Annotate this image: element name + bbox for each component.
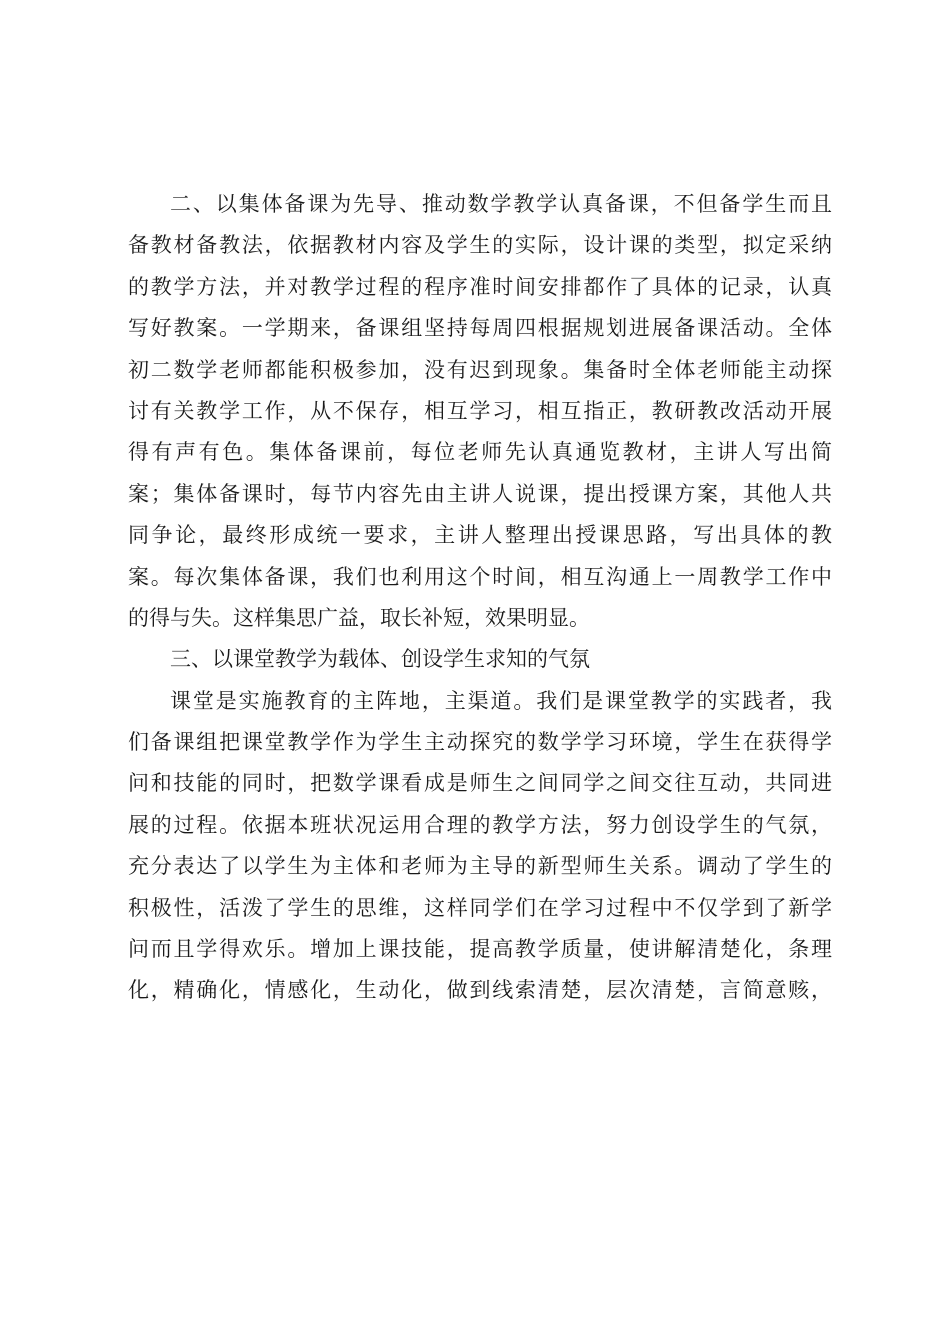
paragraph-line: 化，精确化，情感化，生动化，做到线索清楚，层次清楚，言简意赅， — [128, 978, 832, 1003]
paragraph-line: 问而且学得欢乐。增加上课技能，提高教学质量，使讲解清楚化，条理 — [128, 937, 832, 962]
paragraph-line: 积极性，活泼了学生的思维，这样同学们在学习过程中不仅学到了新学 — [128, 895, 832, 920]
paragraph-line: 写好教案。一学期来，备课组坚持每周四根据规划进展备课活动。全体 — [128, 316, 832, 341]
paragraph-line: 同争论，最终形成统一要求，主讲人整理出授课思路，写出具体的教 — [128, 523, 832, 548]
paragraph-line: 二、以集体备课为先导、推动数学教学认真备课，不但备学生而且 — [170, 192, 832, 216]
paragraph-line: 课堂是实施教育的主阵地，主渠道。我们是课堂教学的实践者，我 — [170, 688, 832, 713]
paragraph-line: 案。每次集体备课，我们也利用这个时间，相互沟通上一周教学工作中 — [128, 564, 832, 589]
paragraph-line: 案；集体备课时，每节内容先由主讲人说课，提出授课方案，其他人共 — [128, 481, 832, 506]
paragraph-line: 们备课组把课堂教学作为学生主动探究的数学学习环境，学生在获得学 — [128, 730, 832, 755]
paragraph-line: 充分表达了以学生为主体和老师为主导的新型师生关系。调动了学生的 — [128, 854, 832, 879]
paragraph-line: 得有声有色。集体备课前，每位老师先认真通览教材，主讲人写出简 — [128, 440, 832, 465]
paragraph-line: 展的过程。依据本班状况运用合理的教学方法，努力创设学生的气氛， — [128, 812, 832, 837]
paragraph-line: 备教材备教法，依据教材内容及学生的实际，设计课的类型，拟定采纳 — [128, 233, 832, 258]
section-3-heading: 三、以课堂教学为载体、创设学生求知的气氛 — [170, 647, 590, 672]
paragraph-line: 初二数学老师都能积极参加，没有迟到现象。集备时全体老师能主动探 — [128, 357, 832, 382]
paragraph-line: 的得与失。这样集思广益，取长补短，效果明显。 — [128, 605, 590, 630]
document-body — [128, 184, 832, 1012]
paragraph-section-2 — [128, 184, 832, 639]
paragraph-section-3 — [128, 681, 832, 1012]
paragraph-line: 问和技能的同时，把数学课看成是师生之间同学之间交往互动，共同进 — [128, 771, 832, 796]
paragraph-line: 讨有关教学工作，从不保存，相互学习，相互指正，教研教改活动开展 — [128, 398, 832, 423]
paragraph-line: 的教学方法，并对教学过程的程序准时间安排都作了具体的记录，认真 — [128, 274, 832, 299]
